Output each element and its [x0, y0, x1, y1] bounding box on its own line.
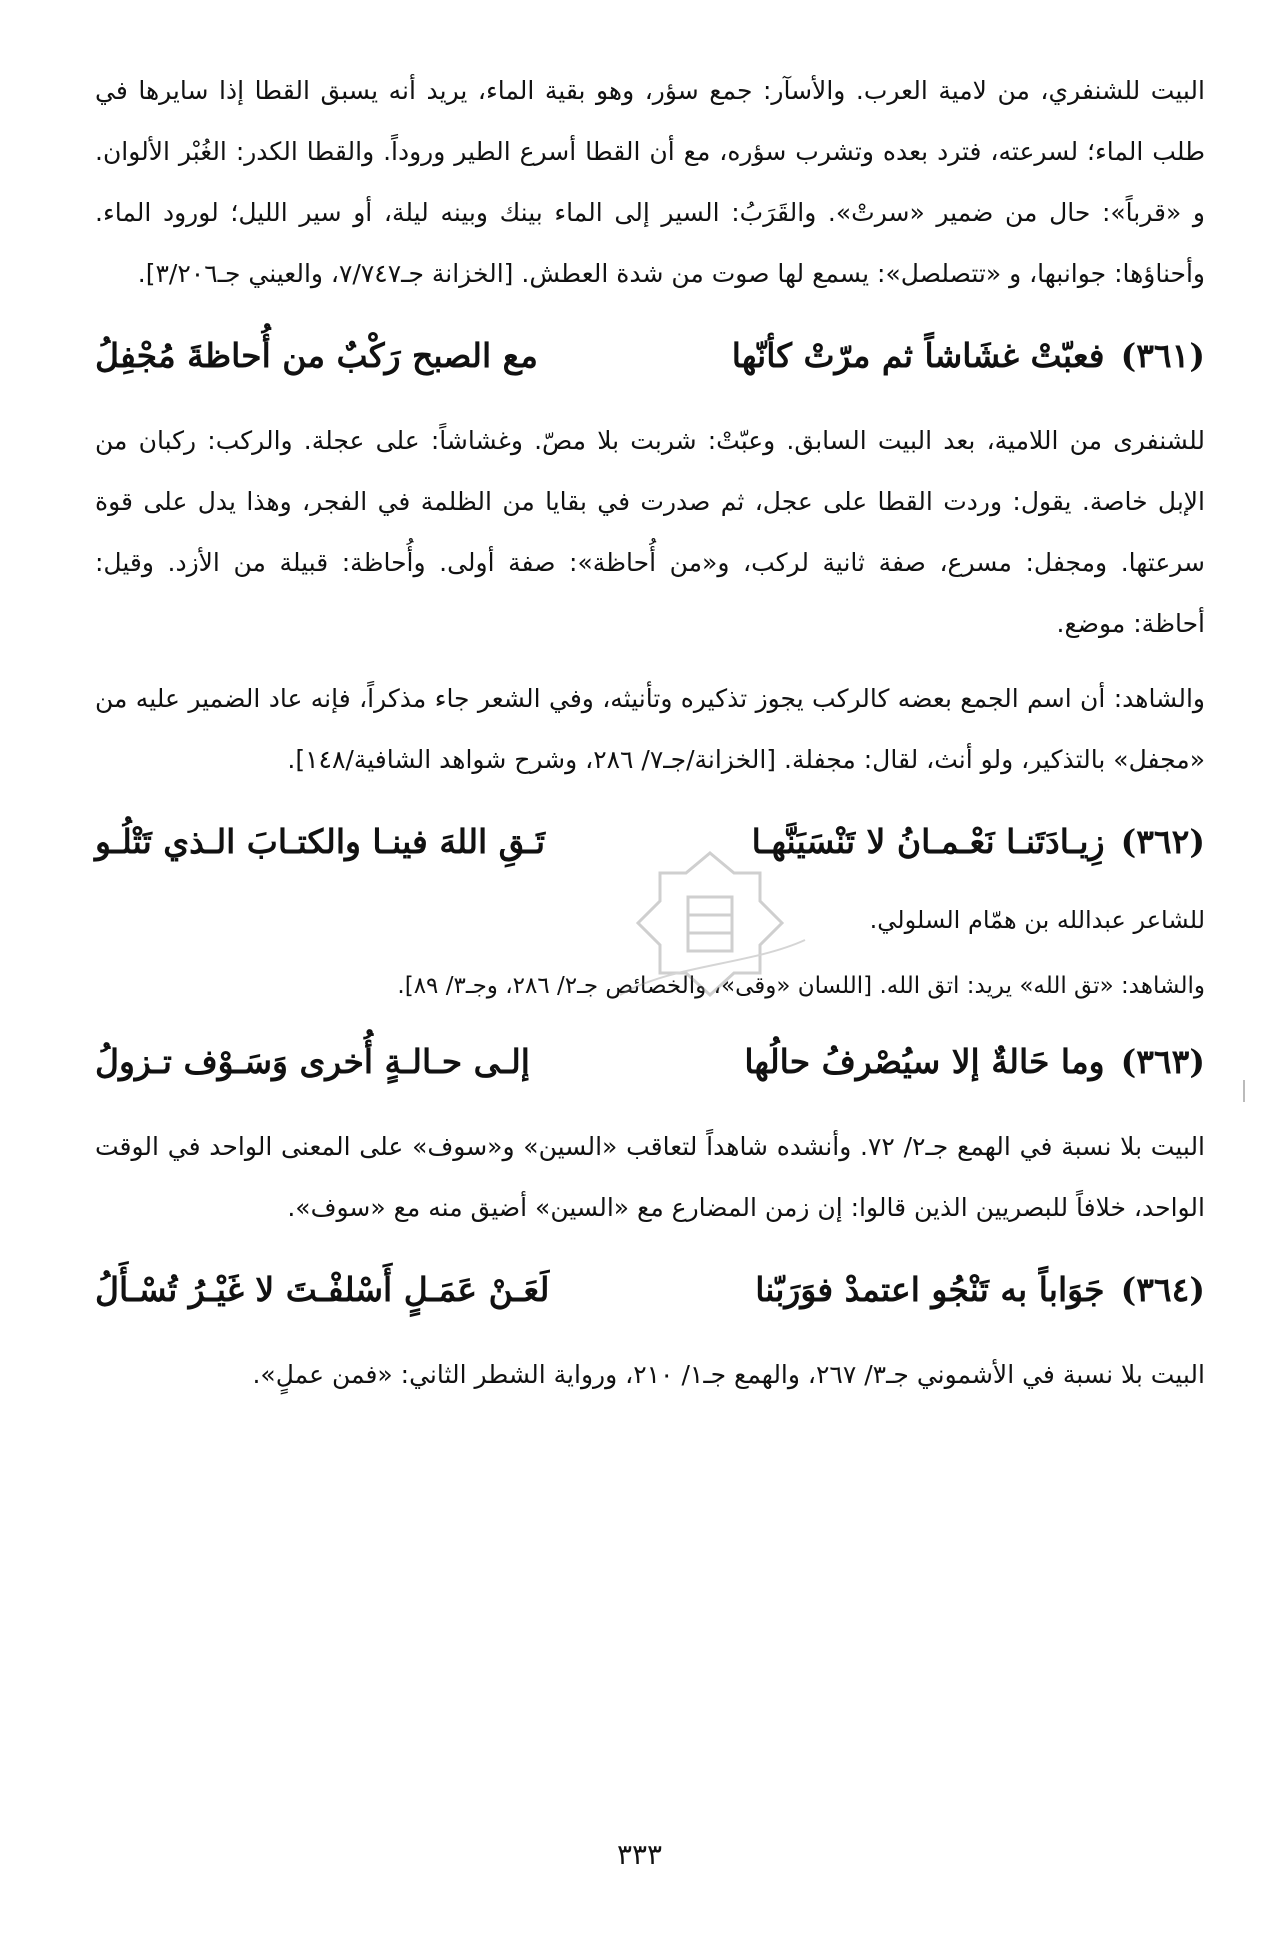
verse-hemistich-first: زِيـادَتَنـا نَعْـمـانُ لا تَنْسَيَنَّهـا — [751, 822, 1105, 861]
verse-number: (٣٦١) — [1120, 336, 1205, 375]
page-number: ٣٣٣ — [616, 1838, 663, 1871]
verse-number: (٣٦٢) — [1120, 822, 1205, 861]
verse-363 — [95, 1034, 1205, 1090]
paragraph-shahid-362: والشاهد: «تق الله» يريد: اتق الله. [اللسان «وقى»، والخصائص جـ٢/ ٢٨٦، وجـ٣/ ٨٩]. — [397, 973, 1205, 999]
verse-number: (٣٦٣) — [1120, 1042, 1205, 1081]
document-page — [95, 60, 1205, 1405]
verse-hemistich-second: إلـى حـالـةٍ أُخرى وَسَـوْف تـزولُ — [95, 1042, 530, 1081]
verse-number: (٣٦٤) — [1120, 1270, 1205, 1309]
verse-source-362: للشاعر عبدالله بن همّام السلولي. — [869, 906, 1205, 934]
verse-hemistich-first: فعبّتْ غشَاشاً ثم مرّتْ كأنّها — [731, 336, 1105, 375]
paragraph-commentary-360: البيت للشنفري، من لامية العرب. والأسآر: جمع سؤر، وهو بقية الماء، يريد أنه يسبق القطا إذا سايرها في طلب الماء؛ لسرعته، فترد بعده وتشرب سؤره، مع أن القطا أسرع الطير وروداً. والقطا الكدر: الغُبْر الألوان. و «قرباً»: حال من ضمير «سرتْ». والقَرَبُ: السير إلى الماء بينك وبينه ليلة، أو سير الليل؛ لورود الماء. وأحناؤها: جوانبها، و «تتصلصل»: يسمع لها صوت من شدة العطش. [الخزانة جـ٧/٧٤٧، والعيني جـ٣/٢٠٦]. — [95, 76, 1205, 288]
verse-361 — [95, 328, 1205, 384]
paragraph-commentary-364: البيت بلا نسبة في الأشموني جـ٣/ ٢٦٧، والهمع جـ١/ ٢١٠، ورواية الشطر الثاني: «فمن عملٍ». — [252, 1360, 1205, 1389]
verse-364 — [95, 1262, 1205, 1318]
verse-hemistich-second: مع الصبح رَكْبٌ من أُحاظةَ مُجْفِلُ — [95, 336, 538, 375]
paragraph-commentary-363: البيت بلا نسبة في الهمع جـ٢/ ٧٢. وأنشده شاهداً لتعاقب «السين» و«سوف» على المعنى الواحد في الوقت الواحد، خلافاً للبصريين الذين قالوا: إن زمن المضارع مع «السين» أضيق منه مع «سوف». — [95, 1132, 1206, 1222]
library-seal-watermark — [610, 845, 810, 1005]
verse-hemistich-second: تَـقِ اللهَ فينـا والكتـابَ الـذي تَتْلُـو — [95, 822, 546, 861]
verse-hemistich-first: جَوَاباً به تَنْجُو اعتمدْ فوَرَبّنا — [755, 1270, 1105, 1309]
verse-hemistich-first: وما حَالةٌ إلا سيُصْرفُ حالُها — [744, 1042, 1105, 1081]
paragraph-commentary-361: للشنفرى من اللامية، بعد البيت السابق. وعبّتْ: شربت بلا مصّ. وغشاشاً: على عجلة. والركب: ركبان من الإبل خاصة. يقول: وردت القطا على عجل، ثم صدرت في بقايا من الظلمة في الفجر، وهذا يدل على قوة سرعتها. ومجفل: مسرع، صفة ثانية لركب، و«من أُحاظة»: صفة أولى. وأُحاظة: قبيلة من الأزد. وقيل: أحاظة: موضع. — [95, 426, 1205, 638]
verse-hemistich-second: لَعَـنْ عَمَـلٍ أَسْلفْـتَ لا غَيْـرُ تُسْـأَلُ — [95, 1270, 550, 1309]
scan-edge-mark — [1243, 1080, 1245, 1102]
paragraph-shahid-361: والشاهد: أن اسم الجمع بعضه كالركب يجوز تذكيره وتأنيثه، وفي الشعر جاء مذكراً، فإنه عاد الضمير عليه من «مجفل» بالتذكير، ولو أنث، لقال: مجفلة. [الخزانة/جـ٧/ ٢٨٦، وشرح شواهد الشافية/١٤٨]. — [95, 684, 1205, 774]
